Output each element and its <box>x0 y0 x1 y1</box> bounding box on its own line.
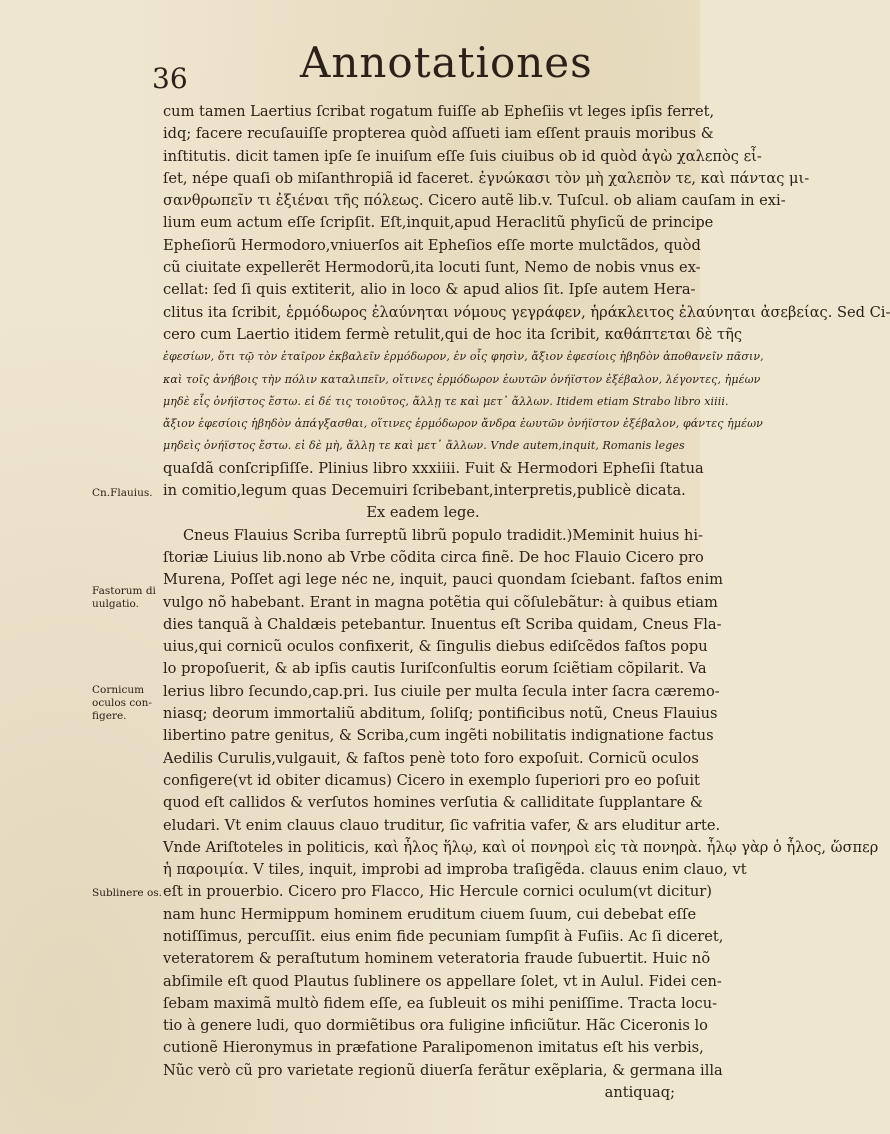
text-line: abſimile eſt quod Plautus ſublinere os appellare ſolet, vt in Aulul. Fidei cen- <box>163 972 722 990</box>
text-line: lo propoſuerit, & ab ipſis cautis Iuriſconſultis eorum ſciẽtiam cõpilarit. Va <box>163 660 707 678</box>
text-line: cellat: ſed ſi quis extiterit, alio in loco & apud alios ſit. Ipſe autem Hera- <box>163 281 696 299</box>
text-line: libertino patre genitus, & Scriba,cum ingẽti nobilitatis indignatione factus <box>163 727 714 745</box>
greek-text-line: μηδεὶς ὀνήϊστος ἔστω. εἰ δὲ μὴ, ἄλλῃ τε καὶ μετ᾽ ἄλλων. Vnde autem,inquit, Romanis leges <box>163 439 685 453</box>
text-line: σανθρωπεῖν τι ἐξιέναι τῆς πόλεως. Cicero autẽ lib.v. Tuſcul. ob aliam cauſam in exi- <box>163 192 786 210</box>
text-line: clitus ita ſcribit, ἑρμόδωρος ἐλαύνηται νόμους γεγράφεν, ἡράκλειτος ἐλαύνηται ἀσεβείας. Sed Ci- <box>163 303 890 321</box>
text-line: uius,qui cornicũ oculos confixerit, & ſingulis diebus ediſcẽdos faſtos popu <box>163 638 708 656</box>
greek-text-line: μηδὲ εἷς ὀνήϊστος ἔστω. εἰ δέ τις τοιοῦτος, ἄλλῃ τε καὶ μετ᾽ ἄλλων. Itidem etiam Strabo libro xiiii. <box>163 394 729 408</box>
margin-note: Cornicum oculos con-figere. <box>92 684 152 722</box>
text-line: cũ ciuitate expellerẽt Hermodorũ,ita locuti ſunt, Nemo de nobis vnus ex- <box>163 259 701 277</box>
text-line: ſebam maximã multò fidem eſſe, ea ſubleuit os mihi peniſſime. Tracta locu- <box>163 994 718 1012</box>
text-line: ſtoriæ Liuius lib.nono ab Vrbe cõdita circa finẽ. De hoc Flauio Cicero pro <box>163 548 704 566</box>
section-heading: Ex eadem lege. <box>366 504 480 522</box>
text-line: veteratorem & peraſtutum hominem veteratoria fraude ſubuertit. Huic nõ <box>163 950 711 968</box>
body-text <box>163 101 890 1104</box>
text-line: niasq; deorum immortaliũ abditum, ſoliſq; pontificibus notũ, Cneus Flauius <box>163 705 718 723</box>
text-line: inſtitutis. dicit tamen ipſe ſe inuiſum eſſe ſuis ciuibus ob id quòd ἀγὼ χαλεπὸς εἶ- <box>163 147 762 165</box>
text-line: Aedilis Curulis,vulgauit, & faſtos penè toto foro expoſuit. Cornicũ oculos <box>163 749 699 767</box>
greek-text-line: ἄξιον ἐφεσίοις ἡβηδὸν ἀπάγξασθαι, οἵτινες ἑρμόδωρον ἄνδρα ἑωυτῶν ὀνήϊστον ἐξέβαλον, φάντες ἡμέων <box>163 417 763 431</box>
text-line: configere(vt id obiter dicamus) Cicero in exemplo ſuperiori pro eo poſuit <box>163 771 700 789</box>
text-line: quaſdã conſcripſiſſe. Plinius libro xxxiiii. Fuit & Hermodori Epheſii ſtatua <box>163 459 704 477</box>
text-line: cum tamen Laertius ſcribat rogatum fuiſſe ab Epheſiis vt leges ipſis ferret, <box>163 103 715 120</box>
text-line: Nũc verò cũ pro varietate regionũ diuerſa ferãtur exẽplaria, & germana illa <box>163 1061 723 1079</box>
text-line: lium eum actum eſſe ſcripſit. Eſt,inquit,apud Heraclitũ phyſicũ de principe <box>163 214 714 232</box>
text-line: vulgo nõ habebant. Erant in magna potẽtia qui cõſulebãtur: à quibus etiam <box>163 593 718 611</box>
text-line: ἡ παροιμία. V tiles, inquit, improbi ad improba traſigẽda. clauus enim clauo, vt <box>163 861 747 879</box>
text-line: Cneus Flauius Scriba ſurreptũ librũ populo tradidit.)Meminit huius hi- <box>183 526 704 544</box>
text-line: Vnde Ariſtoteles in politicis, καὶ ἧλος ἥλῳ, καὶ οἱ πονηροὶ εἰς τὰ πονηρὰ. ἧλῳ γὰρ ὁ ἧλος, ὥσπερ <box>163 838 879 856</box>
margin-note: Sublinere os. <box>92 887 162 899</box>
text-line: idq; facere recuſauiſſe propterea quòd aſſueti iam eſſent prauis moribus & <box>163 125 714 143</box>
text-line: eſt in prouerbio. Cicero pro Flacco, Hic Hercule cornici oculum(vt dicitur) <box>163 883 712 901</box>
text-line: notiſſimus, percuſſit. eius enim fide pecuniam ſumpſit à Fuſiis. Ac ſi diceret, <box>163 927 724 945</box>
running-head: Annotationes <box>300 38 593 87</box>
greek-text-line: ἐφεσίων, ὅτι τῷ τὸν ἑταῖρον ἐκβαλεῖν ἑρμόδωρον, ἐν οἷς φησὶν, ἄξιον ἐφεσίοις ἡβηδὸν ἀποθανεῖν πᾶσιν, <box>163 350 764 364</box>
text-line: nam hunc Hermippum hominem eruditum ciuem ſuum, cui debebat eſſe <box>163 905 697 923</box>
text-line: Epheſiorũ Hermodoro,vniuerſos ait Epheſios eſſe morte mulctãdos, quòd <box>163 236 701 254</box>
margin-note: Fastorum di uulgatio. <box>92 585 156 610</box>
text-line: eludari. Vt enim clauus clauo truditur, ſic vafritia vafer, & ars eluditur arte. <box>163 816 721 834</box>
text-line: quod eſt callidos & verſutos homines verſutia & calliditate ſupplantare & <box>163 794 703 812</box>
margin-note: Cn.Flauius. <box>92 487 153 499</box>
greek-text-line: καὶ τοῖς ἀνήβοις τὴν πόλιν καταλιπεῖν, οἵτινες ἑρμόδωρον ἑωυτῶν ὀνήϊστον ἐξέβαλον, λέγοντες, ἡμέων <box>163 372 761 386</box>
text-line: ſet, népe quaſi ob miſanthropiã id faceret. ἐγνώκασι τὸν μὴ χαλεπὸν τε, καὶ πάντας μι- <box>163 169 810 187</box>
text-line: cero cum Laertio itidem fermè retulit,qui de hoc ita ſcribit, καθάπτεται δὲ τῆς <box>163 325 743 343</box>
text-line: cutionẽ Hieronymus in præfatione Paralipomenon imitatus eſt his verbis, <box>163 1039 704 1057</box>
catchword: antiquaq; <box>604 1084 675 1102</box>
page-number: 36 <box>152 62 188 95</box>
text-line: in comitio,legum quas Decemuiri ſcribebant,interpretis,publicè dicata. <box>163 482 686 500</box>
text-line: tio à genere ludi, quo dormiẽtibus ora fuligine inficiũtur. Hãc Ciceronis lo <box>163 1017 708 1035</box>
text-line: dies tanquã à Chaldæis petebantur. Inuentus eſt Scriba quidam, Cneus Fla- <box>163 615 722 633</box>
text-line: Murena, Poſſet agi lege néc ne, inquit, pauci quondam ſciebant. faſtos enim <box>163 571 723 589</box>
text-line: lerius libro ſecundo,cap.pri. Ius ciuile per multa ſecula inter ſacra cæremo- <box>163 682 720 700</box>
